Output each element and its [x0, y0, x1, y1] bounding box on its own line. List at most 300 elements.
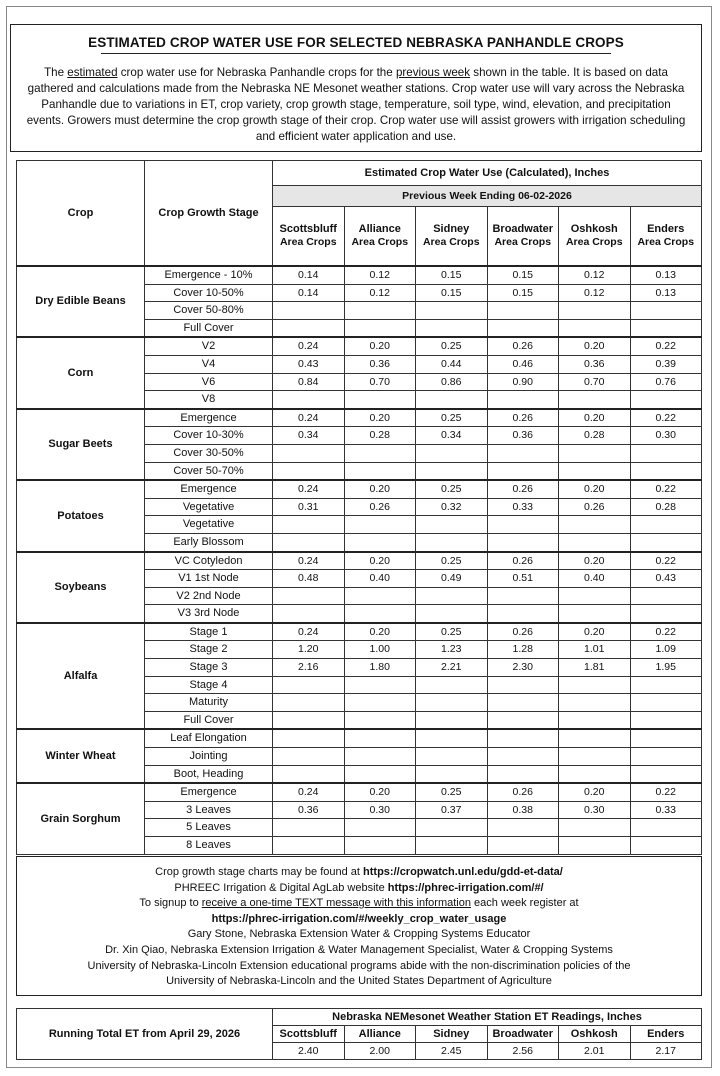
- water-use-value: [416, 765, 488, 783]
- water-use-value: [630, 748, 702, 766]
- water-use-value: 0.84: [273, 373, 345, 391]
- growth-stage: Stage 3: [145, 659, 273, 677]
- water-use-value: [416, 302, 488, 320]
- growth-stage: Emergence: [145, 783, 273, 801]
- water-use-value: [487, 391, 559, 409]
- water-use-value: [559, 605, 631, 623]
- water-use-value: 1.23: [416, 641, 488, 659]
- table-row: [17, 552, 702, 570]
- water-use-value: 0.15: [416, 284, 488, 302]
- crop-name: Winter Wheat: [17, 729, 145, 783]
- growth-stage: Early Blossom: [145, 533, 273, 551]
- water-use-value: 0.22: [630, 480, 702, 498]
- growth-stage: 3 Leaves: [145, 801, 273, 819]
- water-use-value: [344, 319, 416, 337]
- footer-line-4: [25, 912, 693, 928]
- water-use-value: 0.24: [273, 552, 345, 570]
- title-underline: [101, 53, 611, 54]
- water-use-value: 1.00: [344, 641, 416, 659]
- water-use-value: 0.20: [559, 623, 631, 641]
- page-title: ESTIMATED CROP WATER USE FOR SELECTED NEBRASKA PANHANDLE CROPS: [88, 35, 624, 50]
- water-use-value: 0.40: [344, 570, 416, 588]
- et-value: 2.56: [487, 1043, 559, 1060]
- water-use-value: [487, 765, 559, 783]
- water-use-value: [344, 837, 416, 855]
- water-use-value: [416, 711, 488, 729]
- water-use-value: 0.36: [344, 355, 416, 373]
- water-use-value: 0.26: [487, 409, 559, 427]
- phreec-link[interactable]: https://phrec-irrigation.com/#/: [387, 881, 544, 894]
- table-row: [17, 266, 702, 284]
- water-use-value: [487, 444, 559, 462]
- water-use-value: 0.12: [344, 284, 416, 302]
- water-use-value: 0.36: [273, 801, 345, 819]
- growth-stage: Stage 4: [145, 676, 273, 694]
- water-use-value: [559, 711, 631, 729]
- water-use-value: [487, 676, 559, 694]
- water-use-value: [630, 391, 702, 409]
- water-use-value: 1.09: [630, 641, 702, 659]
- water-use-value: [273, 837, 345, 855]
- table-row: [17, 623, 702, 641]
- water-use-value: 0.86: [416, 373, 488, 391]
- water-use-value: 0.14: [273, 266, 345, 284]
- growth-stage: Boot, Heading: [145, 765, 273, 783]
- water-use-value: [487, 462, 559, 480]
- water-use-value: [416, 444, 488, 462]
- water-use-value: [273, 533, 345, 551]
- water-use-value: 0.39: [630, 355, 702, 373]
- water-use-value: [416, 605, 488, 623]
- water-use-value: [344, 462, 416, 480]
- water-use-value: [416, 729, 488, 747]
- col-crop-header: Crop: [17, 161, 145, 267]
- intro-text-mid: crop water use for Nebraska Panhandle crops for the: [117, 66, 396, 79]
- water-use-value: 0.25: [416, 552, 488, 570]
- water-use-value: 0.12: [344, 266, 416, 284]
- weekly-usage-link[interactable]: https://phrec-irrigation.com/#/weekly_crop_water_usage: [211, 912, 507, 925]
- water-use-value: 0.20: [559, 480, 631, 498]
- growth-stage: Stage 2: [145, 641, 273, 659]
- crop-name: Soybeans: [17, 552, 145, 623]
- col-stage-header: Crop Growth Stage: [145, 161, 273, 267]
- growth-stage: V1 1st Node: [145, 570, 273, 588]
- water-use-value: [344, 444, 416, 462]
- crop-name: Corn: [17, 337, 145, 408]
- footer-box: [16, 856, 702, 996]
- water-use-value: 0.31: [273, 498, 345, 516]
- water-use-value: 0.36: [487, 427, 559, 445]
- water-use-value: 0.24: [273, 337, 345, 355]
- intro-estimated: estimated: [67, 66, 118, 79]
- water-use-value: 0.26: [487, 480, 559, 498]
- water-use-value: 1.28: [487, 641, 559, 659]
- city-name: Oshkosh: [570, 223, 618, 235]
- water-use-value: 0.25: [416, 480, 488, 498]
- water-use-value: [559, 694, 631, 712]
- water-use-value: 0.22: [630, 552, 702, 570]
- et-city-name: Enders: [630, 1026, 702, 1043]
- growth-stage: 8 Leaves: [145, 837, 273, 855]
- water-use-value: [630, 819, 702, 837]
- water-use-value: [559, 837, 631, 855]
- et-readings-table: [16, 1008, 702, 1060]
- growth-stage: Emergence: [145, 409, 273, 427]
- water-use-value: [273, 587, 345, 605]
- area-crops-label: Area Crops: [565, 236, 623, 248]
- footer-line-3: To signup to receive a one-time TEXT message with this information each week register at: [139, 897, 579, 910]
- water-use-value: [416, 819, 488, 837]
- growth-stage: 5 Leaves: [145, 819, 273, 837]
- water-use-value: 0.20: [559, 409, 631, 427]
- water-use-value: [344, 516, 416, 534]
- area-crops-label: Area Crops: [351, 236, 409, 248]
- water-use-value: 0.37: [416, 801, 488, 819]
- water-use-value: [630, 694, 702, 712]
- table-row: [17, 729, 702, 747]
- water-use-value: [559, 516, 631, 534]
- cropwatch-link[interactable]: https://cropwatch.unl.edu/gdd-et-data/: [363, 866, 563, 878]
- table-row: [17, 337, 702, 355]
- water-use-value: 0.70: [344, 373, 416, 391]
- water-use-value: 0.25: [416, 409, 488, 427]
- et-city-name: Alliance: [344, 1026, 416, 1043]
- water-use-value: 0.25: [416, 337, 488, 355]
- water-use-value: [344, 729, 416, 747]
- water-use-value: [559, 819, 631, 837]
- growth-stage: V4: [145, 355, 273, 373]
- col-city-header: [344, 207, 416, 267]
- water-use-value: 1.20: [273, 641, 345, 659]
- water-use-value: 0.22: [630, 409, 702, 427]
- col-city-header: [559, 207, 631, 267]
- water-use-value: [630, 462, 702, 480]
- water-use-value: [487, 711, 559, 729]
- growth-stage: V6: [145, 373, 273, 391]
- water-use-value: 0.43: [273, 355, 345, 373]
- water-use-value: [344, 819, 416, 837]
- water-use-value: 0.24: [273, 409, 345, 427]
- water-use-value: [630, 605, 702, 623]
- growth-stage: Stage 1: [145, 623, 273, 641]
- intro-text-rest: shown in the table. It is based on data gathered and calculations made from the Nebraska NE Mesonet weather stations. Crop water use will vary across the Nebraska Panhandle due to variations in ET, crop variety, crop growth stage, temperature, soil type, wind, elevation, and precipitation events. Growers must determine the crop growth stage of their crop. Crop water use will assist growers with irrigation scheduling and efficient water application and use.: [26, 66, 686, 143]
- water-use-value: [630, 587, 702, 605]
- water-use-value: 0.46: [487, 355, 559, 373]
- growth-stage: Jointing: [145, 748, 273, 766]
- water-use-value: [273, 516, 345, 534]
- water-use-value: [273, 711, 345, 729]
- water-use-value: [559, 462, 631, 480]
- water-use-value: 0.22: [630, 337, 702, 355]
- water-use-value: [487, 729, 559, 747]
- growth-stage: Cover 10-30%: [145, 427, 273, 445]
- water-use-value: 0.28: [630, 498, 702, 516]
- water-use-value: 0.24: [273, 623, 345, 641]
- water-use-value: 0.20: [344, 783, 416, 801]
- water-use-value: [487, 302, 559, 320]
- water-use-value: [630, 533, 702, 551]
- growth-stage: Vegetative: [145, 516, 273, 534]
- crop-name: Alfalfa: [17, 623, 145, 730]
- water-use-value: 0.51: [487, 570, 559, 588]
- water-use-value: [416, 319, 488, 337]
- crop-name: Dry Edible Beans: [17, 266, 145, 337]
- et-value: 2.01: [559, 1043, 631, 1060]
- crop-water-use-table: [16, 160, 702, 855]
- city-name: Enders: [647, 223, 685, 235]
- water-use-value: 0.25: [416, 783, 488, 801]
- water-use-value: 1.01: [559, 641, 631, 659]
- table-row: [17, 480, 702, 498]
- growth-stage: Cover 30-50%: [145, 444, 273, 462]
- water-use-value: [344, 302, 416, 320]
- water-use-value: 0.20: [559, 337, 631, 355]
- et-value: 2.00: [344, 1043, 416, 1060]
- table-row: [17, 409, 702, 427]
- water-use-value: [630, 319, 702, 337]
- water-use-value: [487, 605, 559, 623]
- water-use-value: [487, 319, 559, 337]
- water-use-value: 0.20: [559, 552, 631, 570]
- water-use-value: 0.38: [487, 801, 559, 819]
- col-city-header: [273, 207, 345, 267]
- water-use-value: [344, 587, 416, 605]
- water-use-value: [559, 676, 631, 694]
- table-row: [17, 783, 702, 801]
- growth-stage: V2 2nd Node: [145, 587, 273, 605]
- growth-stage: V8: [145, 391, 273, 409]
- water-use-value: 0.14: [273, 284, 345, 302]
- et-running-total-label: Running Total ET from April 29, 2026: [17, 1009, 273, 1060]
- water-use-value: 0.26: [487, 337, 559, 355]
- water-use-value: [344, 391, 416, 409]
- water-use-value: 0.32: [416, 498, 488, 516]
- water-use-value: 0.70: [559, 373, 631, 391]
- water-use-value: 0.20: [344, 552, 416, 570]
- water-use-value: [344, 676, 416, 694]
- growth-stage: Cover 10-50%: [145, 284, 273, 302]
- water-use-value: [487, 748, 559, 766]
- et-city-name: Scottsbluff: [273, 1026, 345, 1043]
- water-use-value: 0.40: [559, 570, 631, 588]
- water-use-value: 0.28: [344, 427, 416, 445]
- water-use-value: 0.24: [273, 783, 345, 801]
- water-use-value: [344, 711, 416, 729]
- water-use-value: 0.34: [273, 427, 345, 445]
- growth-stage: Full Cover: [145, 319, 273, 337]
- water-use-value: 0.22: [630, 623, 702, 641]
- intro-previous-week: previous week: [395, 66, 471, 79]
- col-city-header: [487, 207, 559, 267]
- footer-line-1: Crop growth stage charts may be found at https://cropwatch.unl.edu/gdd-et-data/: [155, 866, 563, 878]
- water-use-value: [416, 391, 488, 409]
- water-use-value: 0.15: [416, 266, 488, 284]
- water-use-value: 0.13: [630, 266, 702, 284]
- water-use-value: [273, 605, 345, 623]
- footer-line-7: University of Nebraska-Lincoln Extension educational programs abide with the non-discrimination policies of the: [87, 959, 631, 972]
- water-use-value: [273, 391, 345, 409]
- water-use-value: 0.15: [487, 284, 559, 302]
- growth-stage: Emergence: [145, 480, 273, 498]
- growth-stage: Cover 50-70%: [145, 462, 273, 480]
- col-city-header: [416, 207, 488, 267]
- water-use-value: 0.49: [416, 570, 488, 588]
- water-use-value: 0.20: [344, 623, 416, 641]
- water-use-value: [559, 533, 631, 551]
- water-use-value: [630, 729, 702, 747]
- water-use-value: 0.28: [559, 427, 631, 445]
- city-name: Alliance: [358, 223, 401, 235]
- water-use-value: [273, 819, 345, 837]
- growth-stage: Maturity: [145, 694, 273, 712]
- water-use-value: [487, 819, 559, 837]
- header-week: Previous Week Ending 06-02-2026: [273, 186, 702, 207]
- water-use-value: [630, 676, 702, 694]
- water-use-value: 0.76: [630, 373, 702, 391]
- growth-stage: Vegetative: [145, 498, 273, 516]
- water-use-value: [559, 587, 631, 605]
- water-use-value: 0.34: [416, 427, 488, 445]
- water-use-value: [487, 587, 559, 605]
- text-message-signup: receive a one-time TEXT message with this information: [201, 897, 471, 910]
- water-use-value: 0.12: [559, 266, 631, 284]
- et-value: 2.45: [416, 1043, 488, 1060]
- water-use-value: 2.21: [416, 659, 488, 677]
- water-use-value: [273, 748, 345, 766]
- area-crops-label: Area Crops: [494, 236, 552, 248]
- water-use-value: 2.16: [273, 659, 345, 677]
- col-city-header: [630, 207, 702, 267]
- water-use-value: [273, 444, 345, 462]
- water-use-value: 0.13: [630, 284, 702, 302]
- water-use-value: [344, 748, 416, 766]
- footer-line-8: University of Nebraska-Lincoln and the United States Department of Agriculture: [166, 975, 552, 988]
- water-use-value: [559, 302, 631, 320]
- water-use-value: 0.26: [559, 498, 631, 516]
- water-use-value: [273, 302, 345, 320]
- water-use-value: 0.48: [273, 570, 345, 588]
- water-use-value: 0.25: [416, 623, 488, 641]
- intro-paragraph: [21, 65, 691, 145]
- water-use-value: [273, 676, 345, 694]
- water-use-value: 1.95: [630, 659, 702, 677]
- water-use-value: [630, 765, 702, 783]
- water-use-value: 0.26: [487, 552, 559, 570]
- growth-stage: Leaf Elongation: [145, 729, 273, 747]
- water-use-value: [344, 533, 416, 551]
- water-use-value: [416, 587, 488, 605]
- area-crops-label: Area Crops: [279, 236, 337, 248]
- footer-line-6: Dr. Xin Qiao, Nebraska Extension Irrigation & Water Management Specialist, Water & Cropping Systems: [105, 943, 613, 956]
- growth-stage: V2: [145, 337, 273, 355]
- water-use-value: 1.81: [559, 659, 631, 677]
- water-use-value: 1.80: [344, 659, 416, 677]
- water-use-value: [416, 533, 488, 551]
- water-use-value: [630, 516, 702, 534]
- area-crops-label: Area Crops: [637, 236, 695, 248]
- water-use-value: [559, 729, 631, 747]
- water-use-value: 0.26: [487, 783, 559, 801]
- water-use-value: 0.33: [487, 498, 559, 516]
- water-use-value: [344, 605, 416, 623]
- water-use-value: [559, 444, 631, 462]
- water-use-value: [630, 711, 702, 729]
- growth-stage: Full Cover: [145, 711, 273, 729]
- water-use-value: [487, 837, 559, 855]
- water-use-value: [559, 391, 631, 409]
- water-use-value: [487, 516, 559, 534]
- water-use-value: 0.30: [344, 801, 416, 819]
- water-use-value: [630, 302, 702, 320]
- et-city-name: Broadwater: [487, 1026, 559, 1043]
- growth-stage: Emergence - 10%: [145, 266, 273, 284]
- water-use-value: 0.20: [344, 337, 416, 355]
- water-use-value: 0.90: [487, 373, 559, 391]
- water-use-value: [487, 533, 559, 551]
- crop-name: Grain Sorghum: [17, 783, 145, 854]
- water-use-value: [630, 444, 702, 462]
- water-use-value: [273, 729, 345, 747]
- water-use-value: 0.20: [559, 783, 631, 801]
- footer-line-5: Gary Stone, Nebraska Extension Water & Cropping Systems Educator: [187, 928, 531, 941]
- water-use-value: [273, 319, 345, 337]
- water-use-value: 0.20: [344, 409, 416, 427]
- water-use-value: 0.44: [416, 355, 488, 373]
- water-use-value: [559, 765, 631, 783]
- water-use-value: 0.36: [559, 355, 631, 373]
- water-use-value: [273, 462, 345, 480]
- water-use-value: [559, 319, 631, 337]
- water-use-value: [273, 694, 345, 712]
- et-city-name: Sidney: [416, 1026, 488, 1043]
- water-use-value: 0.33: [630, 801, 702, 819]
- city-name: Scottsbluff: [279, 223, 337, 235]
- water-use-value: [416, 748, 488, 766]
- water-use-value: [344, 694, 416, 712]
- city-name: Sidney: [433, 223, 470, 235]
- water-use-value: 0.12: [559, 284, 631, 302]
- crop-name: Sugar Beets: [17, 409, 145, 480]
- crop-name: Potatoes: [17, 480, 145, 551]
- water-use-value: 0.30: [559, 801, 631, 819]
- water-use-value: 2.30: [487, 659, 559, 677]
- water-use-value: [344, 765, 416, 783]
- water-use-value: [273, 765, 345, 783]
- water-use-value: [416, 837, 488, 855]
- city-name: Broadwater: [492, 223, 554, 235]
- water-use-value: [416, 676, 488, 694]
- growth-stage: VC Cotyledon: [145, 552, 273, 570]
- growth-stage: V3 3rd Node: [145, 605, 273, 623]
- water-use-value: [416, 694, 488, 712]
- water-use-value: 0.26: [487, 623, 559, 641]
- water-use-value: 0.43: [630, 570, 702, 588]
- area-crops-label: Area Crops: [422, 236, 480, 248]
- growth-stage: Cover 50-80%: [145, 302, 273, 320]
- et-city-name: Oshkosh: [559, 1026, 631, 1043]
- water-use-value: 0.30: [630, 427, 702, 445]
- header-main: Estimated Crop Water Use (Calculated), Inches: [273, 161, 702, 186]
- water-use-value: 0.22: [630, 783, 702, 801]
- water-use-value: 0.24: [273, 480, 345, 498]
- intro-text-pre: The: [44, 66, 68, 79]
- water-use-value: [559, 748, 631, 766]
- water-use-value: 0.26: [344, 498, 416, 516]
- water-use-value: [487, 694, 559, 712]
- et-value: 2.40: [273, 1043, 345, 1060]
- footer-line-2: PHREEC Irrigation & Digital AgLab website https://phrec-irrigation.com/#/: [174, 881, 544, 894]
- water-use-value: [416, 516, 488, 534]
